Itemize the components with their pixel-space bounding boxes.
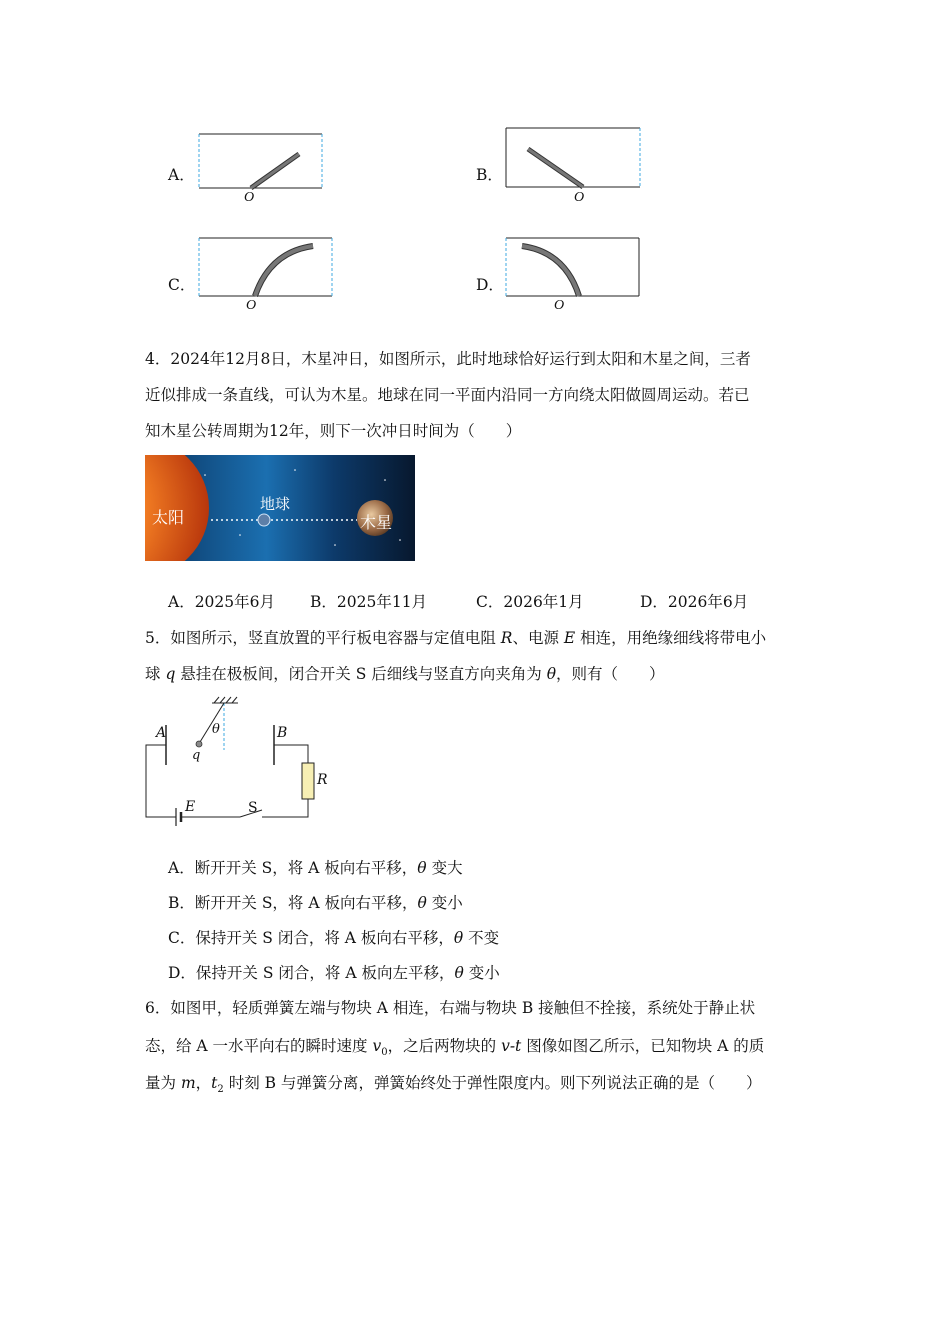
- battery-label: E: [185, 799, 196, 815]
- q5-option-b: B．断开开关 S，将 A 板向右平移，θ 变小: [168, 894, 463, 912]
- origin-label: O: [244, 190, 255, 205]
- q4-option-a: A．2025年6月: [168, 593, 276, 611]
- figure-option-b: [502, 122, 647, 194]
- q5-line-1: 5．如图所示，竖直放置的平行板电容器与定值电阻 R、电源 E 相连，用绝缘细线将带电小: [145, 629, 767, 647]
- option-letter: D．: [476, 276, 504, 294]
- q4-option-c: C．2026年1月: [476, 593, 584, 611]
- origin-label: O: [554, 298, 565, 313]
- plate-a-label: A: [156, 725, 167, 741]
- figure-option-a: [195, 128, 330, 198]
- q4-option-d: D．2026年6月: [640, 593, 749, 611]
- option-letter: B．: [476, 166, 503, 184]
- jupiter-label: 木星: [360, 513, 393, 532]
- q5-option-d: D．保持开关 S 闭合，将 A 板向左平移，θ 变小: [168, 964, 500, 982]
- theta-label: θ: [212, 722, 220, 737]
- plate-b-label: B: [277, 725, 288, 741]
- q5-option-a: A．断开开关 S，将 A 板向右平移，θ 变大: [168, 859, 463, 877]
- q6-line-2: 态，给 A 一水平向右的瞬时速度 $v_0$，之后两物块的 v-t 图像如图乙所示，已知物块 A 的质: [145, 1037, 765, 1059]
- q4-option-b: B．2025年11月: [310, 593, 428, 611]
- q6-line-3: 量为 m，$t_2$ 时刻 B 与弹簧分离，弹簧始终处于弹性限度内。则下列说法正确的是（ ）: [145, 1074, 762, 1096]
- q4-line-3: 知木星公转周期为12年，则下一次冲日时间为（ ）: [145, 422, 522, 440]
- circuit-diagram: [140, 695, 330, 830]
- q4-line-1: 4．2024年12月8日，木星冲日，如图所示，此时地球恰好运行到太阳和木星之间，三者: [145, 350, 751, 368]
- origin-label: O: [246, 298, 257, 313]
- resistor-label: R: [317, 772, 328, 788]
- q4-line-2: 近似排成一条直线，可认为木星。地球在同一平面内沿同一方向绕太阳做圆周运动。若已: [145, 386, 750, 404]
- q5-option-c: C．保持开关 S 闭合，将 A 板向右平移，θ 不变: [168, 929, 500, 947]
- earth-label: 地球: [260, 495, 291, 513]
- q6-line-1: 6．如图甲，轻质弹簧左端与物块 A 相连，右端与物块 B 接触但不拴接，系统处于静止状: [145, 999, 756, 1017]
- sun-label: 太阳: [152, 508, 185, 527]
- charge-label: q: [192, 748, 201, 763]
- q5-line-2: 球 q 悬挂在极板间，闭合开关 S 后细线与竖直方向夹角为 θ，则有（ ）: [145, 665, 665, 683]
- switch-label: S: [248, 800, 258, 816]
- q4-figure: [145, 455, 415, 561]
- figure-option-c: [195, 232, 340, 302]
- option-letter: A．: [168, 166, 195, 184]
- origin-label: O: [574, 190, 585, 205]
- q5-circuit-figure: [140, 695, 330, 830]
- figure-option-d: [502, 232, 647, 302]
- option-letter: C．: [168, 276, 196, 294]
